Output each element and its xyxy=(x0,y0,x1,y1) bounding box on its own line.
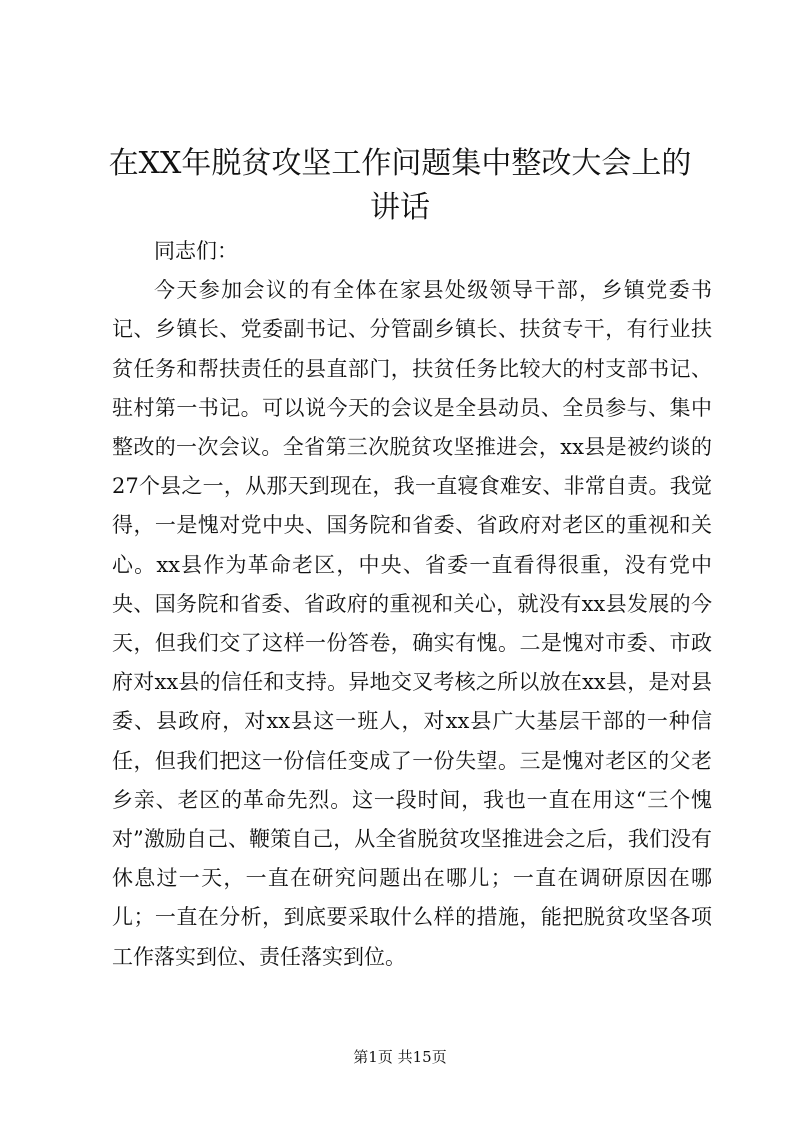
document-title-line-2: 讲话 xyxy=(370,190,430,225)
body-paragraph: 今天参加会议的有全体在家县处级领导干部，乡镇党委书记、乡镇长、党委副书记、分管副乡镇长、扶贫专干，有行业扶贫任务和帮扶责任的县直部门，扶贫任务比较大的村支部书记、驻村第一书记。可以说今天的会议是全县动员、全员参与、集中整改的一次会议。全省第三次脱贫攻坚推进会，xx县是被约谈的27个县之一，从那天到现在，我一直寝食难安、非常自责。我觉得，一是愧对党中央、国务院和省委、省政府对老区的重视和关心。xx县作为革命老区，中央、省委一直看得很重，没有党中央、国务院和省委、省政府的重视和关心，就没有xx县发展的今天，但我们交了这样一份答卷，确实有愧。二是愧对市委、市政府对xx县的信任和支持。异地交叉考核之所以放在xx县，是对县委、县政府，对xx县这一班人，对xx县广大基层干部的一种信任，但我们把这一份信任变成了一份失望。三是愧对老区的父老乡亲、老区的革命先烈。这一段时间，我也一直在用这“三个愧对”激励自己、鞭策自己，从全省脱贫攻坚推进会之后，我们没有休息过一天，一直在研究问题出在哪儿；一直在调研原因在哪儿；一直在分析，到底要采取什么样的措施，能把脱贫攻坚各项工作落实到位、责任落实到位。 xyxy=(112,278,712,969)
salutation: 同志们： xyxy=(154,239,238,263)
page-number-footer: 第1页 共15页 xyxy=(353,1048,447,1066)
document-body xyxy=(112,232,712,977)
document-title-line-1: 在XX年脱贫攻坚工作问题集中整改大会上的 xyxy=(108,146,692,181)
